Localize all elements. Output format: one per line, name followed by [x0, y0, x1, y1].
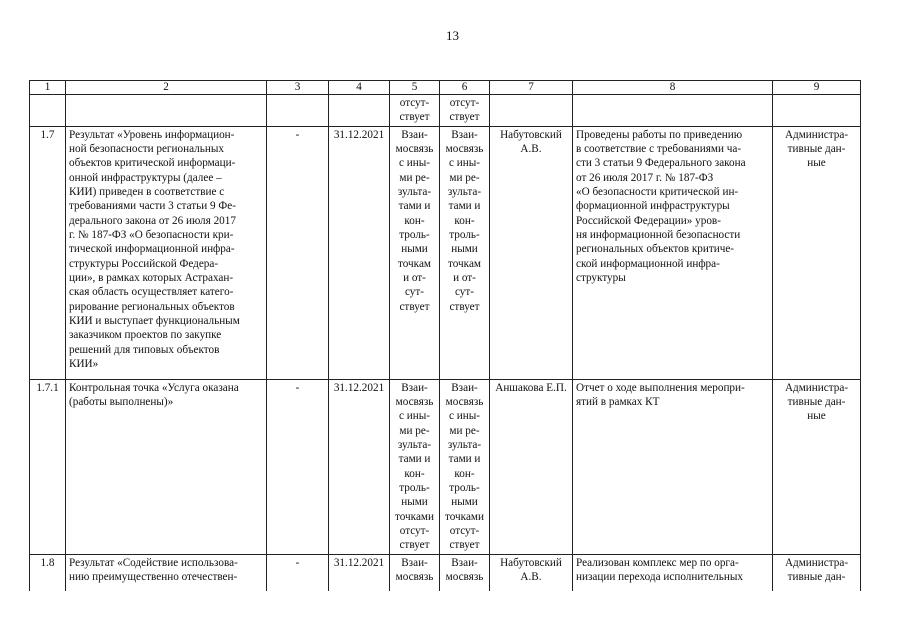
cell-result: Проведены работы по приведению в соответствие с требованиями ча- сти 3 статьи 9 Федерального закона от 26 июля 2017 г. № 187-ФЗ «О безопасности критической ин- формационной инфраструктуры Российской Федерации» уров- ня информационной безопасности региональных объектов критиче- ской информационной инфра- структуры: [573, 126, 773, 379]
results-table: [29, 80, 861, 597]
cell-linkage: Взаи- мосвязь: [390, 554, 440, 597]
cell-date: 31.12.2021: [329, 126, 390, 379]
cell-source: Администра- тивные дан-: [773, 554, 861, 597]
cell-linkage-2: Взаи- мосвязь: [440, 554, 490, 597]
cell-linkage: Взаи- мосвязь с ины- ми ре- зульта- тами и кон- троль- ными точкам и от- сут- ствует: [390, 126, 440, 379]
cell-number: 1.8: [30, 554, 66, 597]
page-bottom-edge: [0, 591, 905, 640]
table-row-1-7-1: [30, 379, 861, 554]
col-header-7: 7: [490, 81, 573, 95]
cell-number: [30, 95, 66, 127]
cell-date: [329, 95, 390, 127]
cell-result: Отчет о ходе выполнения меропри- ятий в рамках КТ: [573, 379, 773, 554]
col-header-6: 6: [440, 81, 490, 95]
cell-responsible: [490, 95, 573, 127]
cell-description: Результат «Уровень информацион- ной безопасности региональных объектов критической информаци- онной инфраструктуры (далее – КИИ) приведен в соответствие с требованиями части 3 статьи 9 Фе- дерального закона от 26 июля 2017 г. № 187-ФЗ «О безопасности кри- тической информационной инфра- структуры Российской Федера- ции», в рамках которых Астрахан- ская область осуществляет катего- рирование региональных объектов КИИ и выступает функциональным заказчиком проектов по закупке решений для типовых объектов КИИ»: [66, 126, 267, 379]
cell-result: Реализован комплекс мер по орга- низации перехода исполнительных: [573, 554, 773, 597]
cell-responsible: Набутовский А.В.: [490, 554, 573, 597]
cell-col3: [267, 95, 329, 127]
col-header-8: 8: [573, 81, 773, 95]
cell-linkage-2: Взаи- мосвязь с ины- ми ре- зульта- тами и кон- троль- ными точками отсут- ствует: [440, 379, 490, 554]
col-header-2: 2: [66, 81, 267, 95]
cell-responsible: Набутовский А.В.: [490, 126, 573, 379]
cell-source: Администра- тивные дан- ные: [773, 126, 861, 379]
cell-result: [573, 95, 773, 127]
col-header-1: 1: [30, 81, 66, 95]
cell-description: Контрольная точка «Услуга оказана (работы выполнены)»: [66, 379, 267, 554]
cell-date: 31.12.2021: [329, 554, 390, 597]
cell-number: 1.7.1: [30, 379, 66, 554]
cell-description: Результат «Содействие использова- нию преимущественно отечествен-: [66, 554, 267, 597]
cell-date: 31.12.2021: [329, 379, 390, 554]
cell-col3: -: [267, 554, 329, 597]
page-number: 13: [446, 28, 459, 43]
cell-col3: -: [267, 126, 329, 379]
cell-linkage-2: отсут- ствует: [440, 95, 490, 127]
cell-responsible: Аншакова Е.П.: [490, 379, 573, 554]
cell-linkage: отсут- ствует: [390, 95, 440, 127]
col-header-4: 4: [329, 81, 390, 95]
cell-number: 1.7: [30, 126, 66, 379]
cell-col3: -: [267, 379, 329, 554]
column-number-header-row: [30, 81, 861, 95]
col-header-3: 3: [267, 81, 329, 95]
cell-source: [773, 95, 861, 127]
table-row-continuation: [30, 95, 861, 127]
cell-source: Администра- тивные дан- ные: [773, 379, 861, 554]
col-header-9: 9: [773, 81, 861, 95]
cell-linkage: Взаи- мосвязь с ины- ми ре- зульта- тами и кон- троль- ными точками отсут- ствует: [390, 379, 440, 554]
cell-linkage-2: Взаи- мосвязь с ины- ми ре- зульта- тами и кон- троль- ными точкам и от- сут- ствует: [440, 126, 490, 379]
col-header-5: 5: [390, 81, 440, 95]
table-row-1-7: [30, 126, 861, 379]
cell-description: [66, 95, 267, 127]
